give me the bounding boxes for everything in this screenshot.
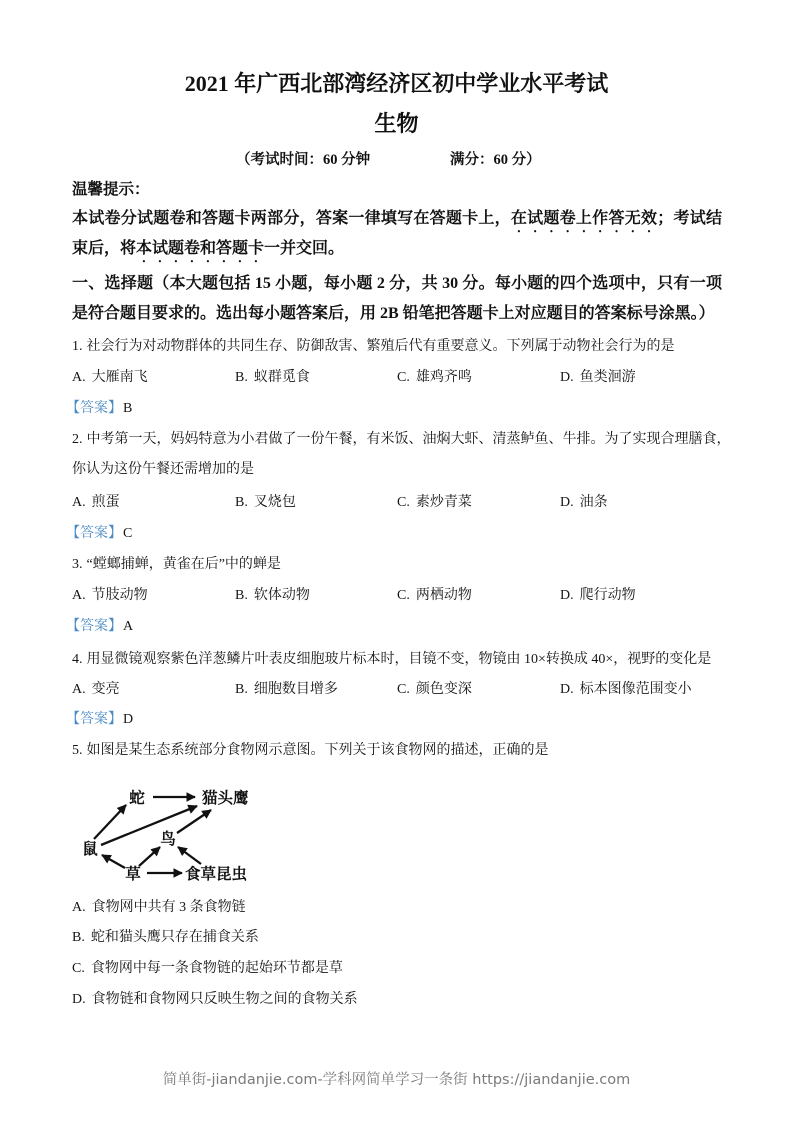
answer-value: C <box>123 526 133 541</box>
option-text: 蛇和猫头鹰只存在捕食关系 <box>90 930 259 945</box>
option-a[interactable] <box>72 493 120 513</box>
node-herbivorous-insect: 食草昆虫 <box>185 865 248 883</box>
option-a[interactable] <box>72 680 120 700</box>
section-heading-line-1: 一、选择题（本大题包括 15 小题，每小题 2 分，共 30 分。每小题的四个选项中，只有一项 <box>72 275 722 292</box>
answer-label: 【答案】 <box>66 401 122 416</box>
answer-label: 【答案】 <box>66 526 122 541</box>
option-c[interactable] <box>397 680 472 700</box>
notice-emphasis: 在试题卷上作答无效 <box>510 210 658 227</box>
question-3-answer <box>66 617 133 637</box>
answer-label: 【答案】 <box>66 619 122 634</box>
notice-line-1 <box>72 209 722 229</box>
option-text: 食物网中每一条食物链的起始环节都是草 <box>90 961 343 976</box>
question-1-text <box>72 337 675 357</box>
question-stem: 中考第一天，妈妈特意为小君做了一份午餐，有米饭、油焖大虾、清蒸鲈鱼、牛排。为了实现合理膳食， <box>86 432 731 447</box>
question-stem: 社会行为对动物群体的共同生存、防御敌害、繁殖后代有重要意义。下列属于动物社会行为的是 <box>86 339 675 354</box>
option-d[interactable] <box>560 368 636 388</box>
option-text: 食物网中共有 3 条食物链 <box>91 900 246 915</box>
notice-text: 束后，将 <box>72 240 137 257</box>
option-d[interactable] <box>560 493 608 513</box>
question-number: 1. <box>72 339 83 354</box>
option-text: 油条 <box>579 495 608 510</box>
question-number: 2. <box>72 432 83 447</box>
option-label: A. <box>72 588 86 603</box>
option-a[interactable] <box>72 898 246 918</box>
option-label: D. <box>560 495 574 510</box>
node-grass: 草 <box>125 865 141 883</box>
question-3-text <box>72 555 281 575</box>
option-text: 两栖动物 <box>415 588 472 603</box>
option-label: C. <box>72 961 85 976</box>
option-b[interactable] <box>235 368 310 388</box>
question-3-options <box>72 586 732 606</box>
question-5-text <box>72 741 549 761</box>
option-text: 颜色变深 <box>415 682 472 697</box>
exam-title: 2021 年广西北部湾经济区初中学业水平考试 <box>184 71 609 96</box>
option-text: 爬行动物 <box>579 588 636 603</box>
option-c[interactable] <box>397 493 472 513</box>
option-label: C. <box>397 370 410 385</box>
option-text: 食物链和食物网只反映生物之间的食物关系 <box>91 992 358 1007</box>
full-score: 满分：60 分） <box>450 152 541 168</box>
option-text: 节肢动物 <box>91 588 148 603</box>
food-web-diagram <box>65 775 265 890</box>
notice-heading: 温馨提示： <box>72 181 150 198</box>
option-label: D. <box>560 370 574 385</box>
answer-value: D <box>123 712 134 727</box>
node-snake: 蛇 <box>129 789 145 807</box>
option-b[interactable] <box>72 928 259 948</box>
section-heading-line-2: 是符合题目要求的。选出每小题答案后，用 2B 铅笔把答题卡上对应题目的答案标号涂黑。） <box>72 305 715 322</box>
arrow-mouse-to-snake <box>94 805 126 839</box>
option-text: 蚁群觅食 <box>253 370 310 385</box>
question-stem: 用显微镜观察紫色洋葱鳞片叶表皮细胞玻片标本时，目镜不变，物镜由 10×转换成 40×，视野的变化是 <box>86 652 712 667</box>
notice-emphasis: 本试题卷和答题卡 <box>136 240 265 257</box>
question-number: 5. <box>72 743 83 758</box>
notice-line-2 <box>72 239 344 259</box>
arrow-grass-to-bird <box>139 847 160 866</box>
option-text: 素炒青菜 <box>415 495 472 510</box>
question-number: 3. <box>72 557 83 572</box>
question-4-answer <box>66 710 133 730</box>
option-text: 软体动物 <box>253 588 310 603</box>
option-a[interactable] <box>72 368 148 388</box>
option-text: 大雁南飞 <box>91 370 148 385</box>
exam-subject: 生物 <box>374 111 419 136</box>
option-label: A. <box>72 370 86 385</box>
option-label: B. <box>235 588 248 603</box>
option-text: 叉烧包 <box>253 495 296 510</box>
notice-text: 一并交回。 <box>264 240 345 257</box>
option-label: D. <box>72 992 86 1007</box>
option-label: A. <box>72 900 86 915</box>
option-label: C. <box>397 682 410 697</box>
question-1-answer <box>66 399 132 419</box>
option-b[interactable] <box>235 680 338 700</box>
question-2-text-line-2: 你认为这份午餐还需增加的是 <box>72 462 254 477</box>
option-label: B. <box>72 930 85 945</box>
option-label: B. <box>235 682 248 697</box>
option-d[interactable] <box>560 680 692 700</box>
option-c[interactable] <box>72 959 343 979</box>
node-bird: 鸟 <box>160 830 176 848</box>
node-owl: 猫头鹰 <box>202 789 249 807</box>
option-text: 细胞数目增多 <box>253 682 338 697</box>
option-text: 鱼类洄游 <box>579 370 636 385</box>
option-label: C. <box>397 495 410 510</box>
question-1-options <box>72 368 732 388</box>
option-label: D. <box>560 588 574 603</box>
option-label: A. <box>72 682 86 697</box>
notice-text: ；考试结 <box>657 210 722 227</box>
option-b[interactable] <box>235 493 296 513</box>
answer-value: B <box>123 401 133 416</box>
option-label: B. <box>235 370 248 385</box>
exam-time: （考试时间：60 分钟 <box>236 152 371 168</box>
arrow-bird-to-owl <box>177 810 211 833</box>
option-d[interactable] <box>560 586 636 606</box>
option-text: 标本图像范围变小 <box>579 682 692 697</box>
question-2-options <box>72 493 732 513</box>
option-label: C. <box>397 588 410 603</box>
option-a[interactable] <box>72 586 148 606</box>
option-label: A. <box>72 495 86 510</box>
option-b[interactable] <box>235 586 310 606</box>
arrow-mouse-to-owl <box>101 806 197 845</box>
option-c[interactable] <box>397 586 472 606</box>
node-mouse: 鼠 <box>82 840 98 858</box>
question-stem: 如图是某生态系统部分食物网示意图。下列关于该食物网的描述，正确的是 <box>86 743 549 758</box>
option-text: 雄鸡齐鸣 <box>415 370 472 385</box>
question-2-answer <box>66 524 132 544</box>
answer-label: 【答案】 <box>66 712 122 727</box>
answer-value: A <box>123 619 134 634</box>
option-text: 煎蛋 <box>91 495 120 510</box>
option-d[interactable] <box>72 990 358 1010</box>
question-number: 4. <box>72 652 83 667</box>
option-label: D. <box>560 682 574 697</box>
footer-watermark: 简单街-jiandanjie.com-学科网简单学习一条街 https://jiandanjie.com <box>162 1072 631 1088</box>
option-c[interactable] <box>397 368 472 388</box>
option-label: B. <box>235 495 248 510</box>
arrow-insect-to-bird <box>178 847 201 864</box>
question-4-text <box>72 650 711 670</box>
question-4-options <box>72 680 732 700</box>
option-text: 变亮 <box>91 682 120 697</box>
question-stem: “螳螂捕蝉，黄雀在后”中的蝉是 <box>86 557 281 572</box>
question-2-text-line-1 <box>72 430 731 450</box>
notice-text: 本试卷分试题卷和答题卡两部分，答案一律填写在答题卡上， <box>72 210 511 227</box>
arrow-grass-to-mouse <box>102 855 125 868</box>
